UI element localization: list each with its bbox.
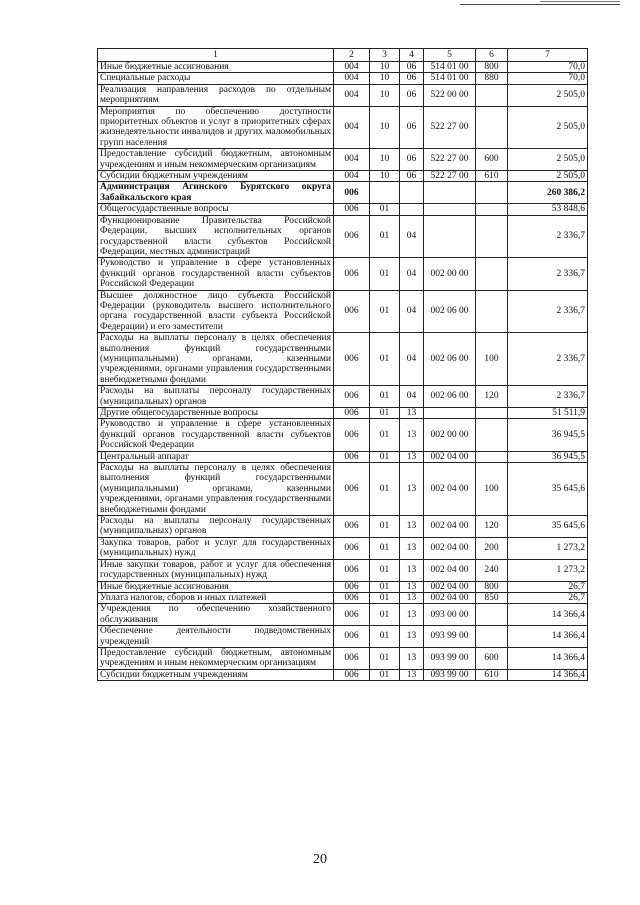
code-subsection-cell: 04 bbox=[400, 215, 424, 258]
code-expense-type-cell: 800 bbox=[476, 62, 508, 73]
code-target-cell: 002 06 00 bbox=[424, 386, 476, 408]
code-subsection-cell: 13 bbox=[400, 451, 424, 462]
code-target-cell: 522 00 00 bbox=[424, 84, 476, 106]
code-target-cell: 002 00 00 bbox=[424, 258, 476, 290]
row-name-cell: Высшее должностное лицо субъекта Российской Федерации (руководитель высшего исполнительного органа государственной власти субъекта Российской Федерации) и его заместители bbox=[98, 290, 334, 333]
code-subsection-cell: 13 bbox=[400, 516, 424, 538]
row-name-cell: Расходы на выплаты персоналу государственных (муниципальных) органов bbox=[98, 516, 334, 538]
code-subsection-cell: 13 bbox=[400, 604, 424, 626]
table-row bbox=[98, 516, 588, 538]
code-subsection-cell: 04 bbox=[400, 290, 424, 333]
amount-cell: 2 505,0 bbox=[508, 84, 588, 106]
code-expense-type-cell: 610 bbox=[476, 669, 508, 680]
code-target-cell: 002 04 00 bbox=[424, 559, 476, 581]
code-subsection-cell: 13 bbox=[400, 408, 424, 419]
amount-cell: 2 336,7 bbox=[508, 290, 588, 333]
row-name-cell: Предоставление субсидий бюджетным, автономным учреждениям и иным некоммерческим организациям bbox=[98, 647, 334, 669]
row-name-cell: Предоставление субсидий бюджетным, автономным учреждениям и иным некоммерческим организациям bbox=[98, 149, 334, 171]
column-header: 3 bbox=[370, 49, 400, 62]
row-name-cell: Расходы на выплаты персоналу в целях обеспечения выполнения функций государственными (муниципальными) органами, казенными учреждениями, органами управления государственными внебюджетными фондами bbox=[98, 333, 334, 386]
column-header: 5 bbox=[424, 49, 476, 62]
row-name-cell: Расходы на выплаты персоналу в целях обеспечения выполнения функций государственными (муниципальными) органами, казенными учреждениями, органами управления государственными внебюджетными фондами bbox=[98, 463, 334, 516]
code-target-cell: 002 04 00 bbox=[424, 463, 476, 516]
code-admin-cell: 004 bbox=[334, 106, 370, 149]
table-row bbox=[98, 386, 588, 408]
table-row bbox=[98, 106, 588, 149]
table-header-row bbox=[98, 49, 588, 62]
code-section-cell: 01 bbox=[370, 559, 400, 581]
code-section-cell: 01 bbox=[370, 669, 400, 680]
code-expense-type-cell bbox=[476, 604, 508, 626]
code-subsection-cell: 13 bbox=[400, 647, 424, 669]
code-subsection-cell: 13 bbox=[400, 581, 424, 592]
code-section-cell: 01 bbox=[370, 333, 400, 386]
amount-cell: 51 511,9 bbox=[508, 408, 588, 419]
amount-cell: 36 945,5 bbox=[508, 419, 588, 451]
code-admin-cell: 006 bbox=[334, 419, 370, 451]
code-admin-cell: 004 bbox=[334, 62, 370, 73]
code-section-cell: 01 bbox=[370, 626, 400, 648]
table-row bbox=[98, 537, 588, 559]
code-expense-type-cell bbox=[476, 451, 508, 462]
column-header: 4 bbox=[400, 49, 424, 62]
table-row bbox=[98, 84, 588, 106]
code-target-cell: 002 04 00 bbox=[424, 451, 476, 462]
table-row bbox=[98, 419, 588, 451]
code-admin-cell: 006 bbox=[334, 451, 370, 462]
code-section-cell: 01 bbox=[370, 537, 400, 559]
code-admin-cell: 006 bbox=[334, 604, 370, 626]
code-section-cell: 01 bbox=[370, 204, 400, 215]
code-section-cell: 01 bbox=[370, 647, 400, 669]
code-admin-cell: 006 bbox=[334, 516, 370, 538]
table-row bbox=[98, 592, 588, 603]
table-row bbox=[98, 604, 588, 626]
top-rule bbox=[460, 4, 620, 5]
code-section-cell: 01 bbox=[370, 258, 400, 290]
row-name-cell: Администрация Агинского Бурятского округа Забайкальского края bbox=[98, 182, 334, 204]
code-target-cell: 522 27 00 bbox=[424, 171, 476, 182]
page-number: 20 bbox=[313, 852, 327, 867]
code-admin-cell: 006 bbox=[334, 669, 370, 680]
code-section-cell bbox=[370, 182, 400, 204]
code-target-cell bbox=[424, 182, 476, 204]
row-name-cell: Обеспечение деятельности подведомственных учреждений bbox=[98, 626, 334, 648]
amount-cell: 1 273,2 bbox=[508, 537, 588, 559]
code-admin-cell: 006 bbox=[334, 626, 370, 648]
amount-cell: 260 386,2 bbox=[508, 182, 588, 204]
code-section-cell: 01 bbox=[370, 451, 400, 462]
amount-cell: 2 505,0 bbox=[508, 149, 588, 171]
code-admin-cell: 006 bbox=[334, 215, 370, 258]
amount-cell: 14 366,4 bbox=[508, 647, 588, 669]
code-section-cell: 01 bbox=[370, 408, 400, 419]
code-subsection-cell: 06 bbox=[400, 84, 424, 106]
table-row bbox=[98, 451, 588, 462]
row-name-cell: Учреждения по обеспечению хозяйственного обслуживания bbox=[98, 604, 334, 626]
amount-cell: 26,7 bbox=[508, 592, 588, 603]
amount-cell: 26,7 bbox=[508, 581, 588, 592]
code-expense-type-cell bbox=[476, 408, 508, 419]
amount-cell: 14 366,4 bbox=[508, 626, 588, 648]
code-admin-cell: 006 bbox=[334, 290, 370, 333]
code-admin-cell: 006 bbox=[334, 258, 370, 290]
code-expense-type-cell: 120 bbox=[476, 386, 508, 408]
code-subsection-cell: 13 bbox=[400, 626, 424, 648]
table-row bbox=[98, 408, 588, 419]
code-target-cell: 514 01 00 bbox=[424, 73, 476, 84]
top-rule-short bbox=[540, 1, 620, 2]
code-subsection-cell: 13 bbox=[400, 669, 424, 680]
code-section-cell: 10 bbox=[370, 84, 400, 106]
code-expense-type-cell: 240 bbox=[476, 559, 508, 581]
table-row bbox=[98, 171, 588, 182]
code-expense-type-cell: 600 bbox=[476, 647, 508, 669]
code-subsection-cell: 06 bbox=[400, 62, 424, 73]
code-subsection-cell: 06 bbox=[400, 171, 424, 182]
table-row bbox=[98, 626, 588, 648]
code-subsection-cell: 13 bbox=[400, 537, 424, 559]
code-subsection-cell: 04 bbox=[400, 386, 424, 408]
table-row bbox=[98, 463, 588, 516]
code-target-cell: 002 04 00 bbox=[424, 592, 476, 603]
code-admin-cell: 004 bbox=[334, 84, 370, 106]
code-section-cell: 10 bbox=[370, 171, 400, 182]
row-name-cell: Реализация направления расходов по отдельным мероприятиям bbox=[98, 84, 334, 106]
row-name-cell: Мероприятия по обеспечению доступности приоритетных объектов и услуг в приоритетных сферах жизнедеятельности инвалидов и других маломобильных групп населения bbox=[98, 106, 334, 149]
table-row bbox=[98, 149, 588, 171]
table-row bbox=[98, 333, 588, 386]
code-expense-type-cell bbox=[476, 626, 508, 648]
table-row bbox=[98, 669, 588, 680]
code-target-cell: 093 99 00 bbox=[424, 626, 476, 648]
code-target-cell: 522 27 00 bbox=[424, 106, 476, 149]
code-section-cell: 10 bbox=[370, 106, 400, 149]
code-expense-type-cell: 800 bbox=[476, 581, 508, 592]
code-admin-cell: 006 bbox=[334, 559, 370, 581]
code-expense-type-cell: 100 bbox=[476, 463, 508, 516]
table-row bbox=[98, 290, 588, 333]
code-section-cell: 01 bbox=[370, 463, 400, 516]
code-target-cell: 002 06 00 bbox=[424, 290, 476, 333]
code-target-cell: 002 04 00 bbox=[424, 537, 476, 559]
code-expense-type-cell: 850 bbox=[476, 592, 508, 603]
code-expense-type-cell bbox=[476, 290, 508, 333]
code-admin-cell: 006 bbox=[334, 333, 370, 386]
column-header: 6 bbox=[476, 49, 508, 62]
code-subsection-cell bbox=[400, 204, 424, 215]
row-name-cell: Иные бюджетные ассигнования bbox=[98, 62, 334, 73]
code-section-cell: 01 bbox=[370, 386, 400, 408]
table-row bbox=[98, 204, 588, 215]
code-admin-cell: 004 bbox=[334, 171, 370, 182]
code-target-cell: 002 06 00 bbox=[424, 333, 476, 386]
code-subsection-cell: 13 bbox=[400, 592, 424, 603]
row-name-cell: Иные бюджетные ассигнования bbox=[98, 581, 334, 592]
amount-cell: 2 336,7 bbox=[508, 386, 588, 408]
code-section-cell: 01 bbox=[370, 581, 400, 592]
code-admin-cell: 004 bbox=[334, 73, 370, 84]
table-row bbox=[98, 182, 588, 204]
row-name-cell: Иные закупки товаров, работ и услуг для обеспечения государственных (муниципальных) нужд bbox=[98, 559, 334, 581]
amount-cell: 35 645,6 bbox=[508, 516, 588, 538]
code-target-cell: 002 04 00 bbox=[424, 581, 476, 592]
code-target-cell bbox=[424, 408, 476, 419]
code-expense-type-cell: 610 bbox=[476, 171, 508, 182]
code-admin-cell: 006 bbox=[334, 386, 370, 408]
code-section-cell: 01 bbox=[370, 516, 400, 538]
code-admin-cell: 006 bbox=[334, 592, 370, 603]
table-row bbox=[98, 581, 588, 592]
code-expense-type-cell: 100 bbox=[476, 333, 508, 386]
code-expense-type-cell: 600 bbox=[476, 149, 508, 171]
amount-cell: 2 336,7 bbox=[508, 215, 588, 258]
row-name-cell: Уплата налогов, сборов и иных платежей bbox=[98, 592, 334, 603]
code-admin-cell: 006 bbox=[334, 463, 370, 516]
row-name-cell: Центральный аппарат bbox=[98, 451, 334, 462]
code-target-cell: 093 00 00 bbox=[424, 604, 476, 626]
code-target-cell: 514 01 00 bbox=[424, 62, 476, 73]
amount-cell: 35 645,6 bbox=[508, 463, 588, 516]
code-section-cell: 01 bbox=[370, 215, 400, 258]
code-subsection-cell: 13 bbox=[400, 463, 424, 516]
amount-cell: 70,0 bbox=[508, 62, 588, 73]
code-target-cell bbox=[424, 215, 476, 258]
code-subsection-cell: 06 bbox=[400, 106, 424, 149]
code-section-cell: 10 bbox=[370, 62, 400, 73]
row-name-cell: Общегосударственные вопросы bbox=[98, 204, 334, 215]
code-admin-cell: 004 bbox=[334, 149, 370, 171]
column-header: 7 bbox=[508, 49, 588, 62]
amount-cell: 53 848,6 bbox=[508, 204, 588, 215]
amount-cell: 36 945,5 bbox=[508, 451, 588, 462]
row-name-cell: Руководство и управление в сфере установленных функций органов государственной власти субъектов Российской Федерации bbox=[98, 258, 334, 290]
amount-cell: 2 505,0 bbox=[508, 171, 588, 182]
code-section-cell: 01 bbox=[370, 290, 400, 333]
table-row bbox=[98, 73, 588, 84]
code-target-cell: 093 99 00 bbox=[424, 669, 476, 680]
code-subsection-cell: 04 bbox=[400, 333, 424, 386]
code-expense-type-cell bbox=[476, 204, 508, 215]
amount-cell: 70,0 bbox=[508, 73, 588, 84]
row-name-cell: Функционирование Правительства Российской Федерации, высших исполнительных органов государственной власти субъектов Российской Федерации, местных администраций bbox=[98, 215, 334, 258]
column-header: 1 bbox=[98, 49, 334, 62]
column-header: 2 bbox=[334, 49, 370, 62]
code-subsection-cell: 06 bbox=[400, 149, 424, 171]
code-expense-type-cell: 200 bbox=[476, 537, 508, 559]
code-subsection-cell: 13 bbox=[400, 419, 424, 451]
code-expense-type-cell bbox=[476, 258, 508, 290]
row-name-cell: Субсидии бюджетным учреждениям bbox=[98, 171, 334, 182]
code-subsection-cell: 13 bbox=[400, 559, 424, 581]
code-target-cell: 522 27 00 bbox=[424, 149, 476, 171]
code-section-cell: 01 bbox=[370, 419, 400, 451]
code-expense-type-cell bbox=[476, 182, 508, 204]
row-name-cell: Расходы на выплаты персоналу государственных (муниципальных) органов bbox=[98, 386, 334, 408]
amount-cell: 2 336,7 bbox=[508, 333, 588, 386]
code-expense-type-cell bbox=[476, 84, 508, 106]
table-row bbox=[98, 215, 588, 258]
code-target-cell bbox=[424, 204, 476, 215]
code-expense-type-cell bbox=[476, 215, 508, 258]
amount-cell: 1 273,2 bbox=[508, 559, 588, 581]
amount-cell: 14 366,4 bbox=[508, 604, 588, 626]
row-name-cell: Специальные расходы bbox=[98, 73, 334, 84]
code-section-cell: 01 bbox=[370, 592, 400, 603]
code-target-cell: 002 00 00 bbox=[424, 419, 476, 451]
code-admin-cell: 006 bbox=[334, 537, 370, 559]
table-row bbox=[98, 62, 588, 73]
code-target-cell: 002 04 00 bbox=[424, 516, 476, 538]
code-admin-cell: 006 bbox=[334, 408, 370, 419]
code-subsection-cell: 04 bbox=[400, 258, 424, 290]
code-subsection-cell bbox=[400, 182, 424, 204]
table-row bbox=[98, 647, 588, 669]
table-row bbox=[98, 559, 588, 581]
code-admin-cell: 006 bbox=[334, 204, 370, 215]
code-admin-cell: 006 bbox=[334, 647, 370, 669]
code-expense-type-cell: 880 bbox=[476, 73, 508, 84]
code-expense-type-cell bbox=[476, 106, 508, 149]
code-expense-type-cell bbox=[476, 419, 508, 451]
amount-cell: 2 336,7 bbox=[508, 258, 588, 290]
code-admin-cell: 006 bbox=[334, 182, 370, 204]
amount-cell: 2 505,0 bbox=[508, 106, 588, 149]
row-name-cell: Закупка товаров, работ и услуг для государственных (муниципальных) нужд bbox=[98, 537, 334, 559]
code-subsection-cell: 06 bbox=[400, 73, 424, 84]
table-row bbox=[98, 258, 588, 290]
row-name-cell: Субсидии бюджетным учреждениям bbox=[98, 669, 334, 680]
code-section-cell: 01 bbox=[370, 604, 400, 626]
code-admin-cell: 006 bbox=[334, 581, 370, 592]
code-target-cell: 093 99 00 bbox=[424, 647, 476, 669]
row-name-cell: Другие общегосударственные вопросы bbox=[98, 408, 334, 419]
code-section-cell: 10 bbox=[370, 73, 400, 84]
code-section-cell: 10 bbox=[370, 149, 400, 171]
budget-table bbox=[97, 48, 588, 681]
code-expense-type-cell: 120 bbox=[476, 516, 508, 538]
row-name-cell: Руководство и управление в сфере установленных функций органов государственной власти субъектов Российской Федерации bbox=[98, 419, 334, 451]
amount-cell: 14 366,4 bbox=[508, 669, 588, 680]
